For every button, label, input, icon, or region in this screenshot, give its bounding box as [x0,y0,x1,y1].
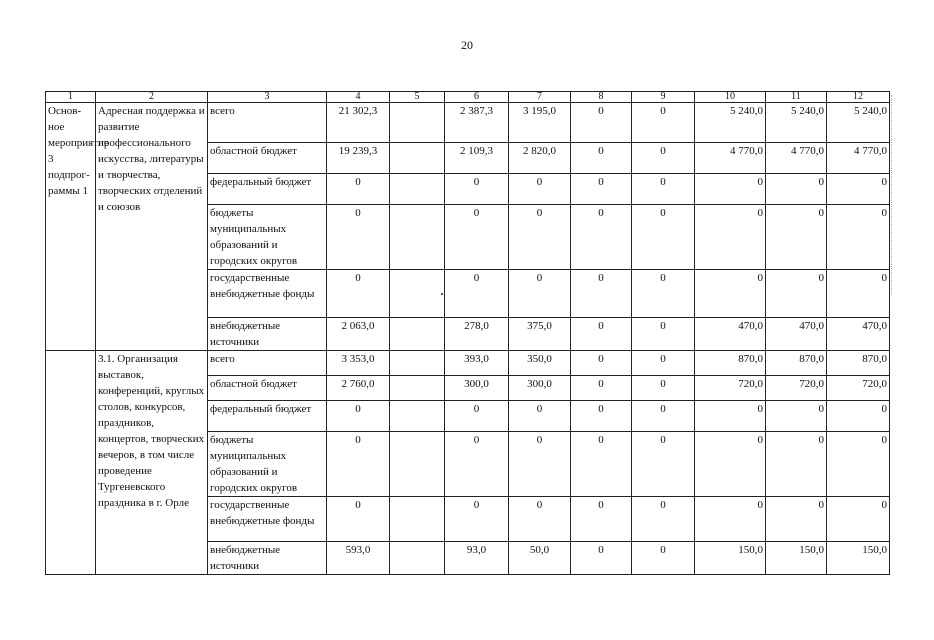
funding-source-cell: областной бюджет [208,143,327,174]
value-cell-c12: 0 [827,174,890,205]
value-cell-c6: 0 [445,270,509,318]
scan-artifact [891,95,894,295]
value-cell-c11: 0 [766,432,827,497]
value-cell-c5 [390,103,445,143]
value-cell-c4: 19 239,3 [327,143,390,174]
value-cell-c7: 0 [509,497,571,542]
value-cell-c12: 4 770,0 [827,143,890,174]
funding-source-cell: федеральный бюджет [208,401,327,432]
value-cell-c6: 0 [445,432,509,497]
value-cell-c9: 0 [632,174,695,205]
header-cell: 8 [571,92,632,103]
value-cell-c6: 393,0 [445,351,509,376]
value-cell-c10: 4 770,0 [695,143,766,174]
value-cell-c9: 0 [632,542,695,575]
value-cell-c11: 0 [766,401,827,432]
value-cell-c12: 0 [827,401,890,432]
header-row [46,92,890,103]
value-cell-c8: 0 [571,174,632,205]
funding-source-cell: внебюджетные источники [208,542,327,575]
value-cell-c4: 0 [327,497,390,542]
value-cell-c7: 300,0 [509,376,571,401]
value-cell-c5 [390,270,445,318]
header-cell: 12 [827,92,890,103]
funding-source-cell: всего [208,103,327,143]
value-cell-c9: 0 [632,143,695,174]
value-cell-c6: 278,0 [445,318,509,351]
funding-source-cell: областной бюджет [208,376,327,401]
activity-name-cell: 3.1. Организация выставок, конференций, круглых столов, конкурсов, праздников, концертов, творческих вечеров, в том числе проведение Тургеневского праздника в г. Орле [96,351,208,575]
header-cell: 9 [632,92,695,103]
value-cell-c5 [390,205,445,270]
table-row [46,103,890,143]
value-cell-c5 [390,376,445,401]
table-row [46,351,890,376]
value-cell-c12: 150,0 [827,542,890,575]
value-cell-c4: 0 [327,205,390,270]
value-cell-c6: 2 109,3 [445,143,509,174]
value-cell-c8: 0 [571,205,632,270]
activity-code-cell: Основ-ное мероприятие 3 подпрог-раммы 1 [46,103,96,351]
value-cell-c5 [390,401,445,432]
value-cell-c12: 870,0 [827,351,890,376]
value-cell-c11: 0 [766,270,827,318]
value-cell-c8: 0 [571,376,632,401]
value-cell-c4: 0 [327,401,390,432]
value-cell-c11: 0 [766,205,827,270]
funding-source-cell: федеральный бюджет [208,174,327,205]
value-cell-c6: 93,0 [445,542,509,575]
value-cell-c7: 2 820,0 [509,143,571,174]
value-cell-c10: 0 [695,174,766,205]
value-cell-c7: 0 [509,270,571,318]
value-cell-c5 [390,318,445,351]
value-cell-c7: 375,0 [509,318,571,351]
value-cell-c9: 0 [632,401,695,432]
value-cell-c5 [390,351,445,376]
value-cell-c8: 0 [571,270,632,318]
value-cell-c4: 0 [327,174,390,205]
value-cell-c6: 2 387,3 [445,103,509,143]
value-cell-c7: 0 [509,174,571,205]
funding-source-cell: государственные внебюджетные фонды [208,497,327,542]
value-cell-c6: 0 [445,497,509,542]
value-cell-c7: 0 [509,432,571,497]
value-cell-c9: 0 [632,376,695,401]
value-cell-c10: 0 [695,205,766,270]
value-cell-c8: 0 [571,103,632,143]
value-cell-c11: 4 770,0 [766,143,827,174]
value-cell-c5 [390,497,445,542]
value-cell-c4: 0 [327,432,390,497]
page-number: 20 [461,38,473,52]
value-cell-c8: 0 [571,542,632,575]
header-cell: 10 [695,92,766,103]
value-cell-c10: 0 [695,432,766,497]
funding-source-cell: бюджеты муниципальных образований и городских округов [208,432,327,497]
value-cell-c9: 0 [632,205,695,270]
value-cell-c12: 0 [827,497,890,542]
value-cell-c8: 0 [571,401,632,432]
value-cell-c8: 0 [571,143,632,174]
value-cell-c10: 0 [695,270,766,318]
value-cell-c12: 470,0 [827,318,890,351]
value-cell-c10: 5 240,0 [695,103,766,143]
funding-source-cell: внебюджетные источники [208,318,327,351]
value-cell-c5 [390,432,445,497]
value-cell-c9: 0 [632,318,695,351]
header-cell: 2 [96,92,208,103]
value-cell-c10: 150,0 [695,542,766,575]
activity-name-cell: Адресная поддержка и развитие профессионального искусства, литературы и творчества, творческих отделений и союзов [96,103,208,351]
funding-source-cell: бюджеты муниципальных образований и городских округов [208,205,327,270]
value-cell-c11: 5 240,0 [766,103,827,143]
value-cell-c11: 150,0 [766,542,827,575]
value-cell-c10: 870,0 [695,351,766,376]
value-cell-c7: 0 [509,401,571,432]
value-cell-c10: 0 [695,401,766,432]
funding-source-cell: всего [208,351,327,376]
funding-source-cell: государственные внебюджетные фонды [208,270,327,318]
value-cell-c12: 0 [827,432,890,497]
budget-table [45,91,890,575]
value-cell-c8: 0 [571,497,632,542]
header-cell: 6 [445,92,509,103]
value-cell-c11: 0 [766,497,827,542]
value-cell-c6: 0 [445,205,509,270]
value-cell-c9: 0 [632,351,695,376]
value-cell-c4: 0 [327,270,390,318]
value-cell-c12: 0 [827,205,890,270]
header-cell: 11 [766,92,827,103]
value-cell-c10: 720,0 [695,376,766,401]
value-cell-c12: 720,0 [827,376,890,401]
value-cell-c8: 0 [571,351,632,376]
value-cell-c10: 0 [695,497,766,542]
value-cell-c10: 470,0 [695,318,766,351]
value-cell-c4: 2 063,0 [327,318,390,351]
value-cell-c9: 0 [632,497,695,542]
activity-code-cell [46,351,96,575]
value-cell-c6: 0 [445,174,509,205]
value-cell-c12: 0 [827,270,890,318]
value-cell-c7: 350,0 [509,351,571,376]
value-cell-c9: 0 [632,103,695,143]
header-cell: 5 [390,92,445,103]
value-cell-c9: 0 [632,432,695,497]
value-cell-c7: 50,0 [509,542,571,575]
value-cell-c5 [390,542,445,575]
value-cell-c11: 870,0 [766,351,827,376]
header-cell: 7 [509,92,571,103]
value-cell-c8: 0 [571,432,632,497]
value-cell-c9: 0 [632,270,695,318]
header-cell: 1 [46,92,96,103]
value-cell-c11: 470,0 [766,318,827,351]
header-cell: 4 [327,92,390,103]
value-cell-c5 [390,143,445,174]
value-cell-c8: 0 [571,318,632,351]
value-cell-c4: 2 760,0 [327,376,390,401]
value-cell-c5 [390,174,445,205]
value-cell-c7: 0 [509,205,571,270]
value-cell-c6: 0 [445,401,509,432]
header-cell: 3 [208,92,327,103]
value-cell-c7: 3 195,0 [509,103,571,143]
value-cell-c4: 593,0 [327,542,390,575]
value-cell-c11: 720,0 [766,376,827,401]
value-cell-c11: 0 [766,174,827,205]
value-cell-c4: 3 353,0 [327,351,390,376]
value-cell-c6: 300,0 [445,376,509,401]
value-cell-c12: 5 240,0 [827,103,890,143]
value-cell-c4: 21 302,3 [327,103,390,143]
